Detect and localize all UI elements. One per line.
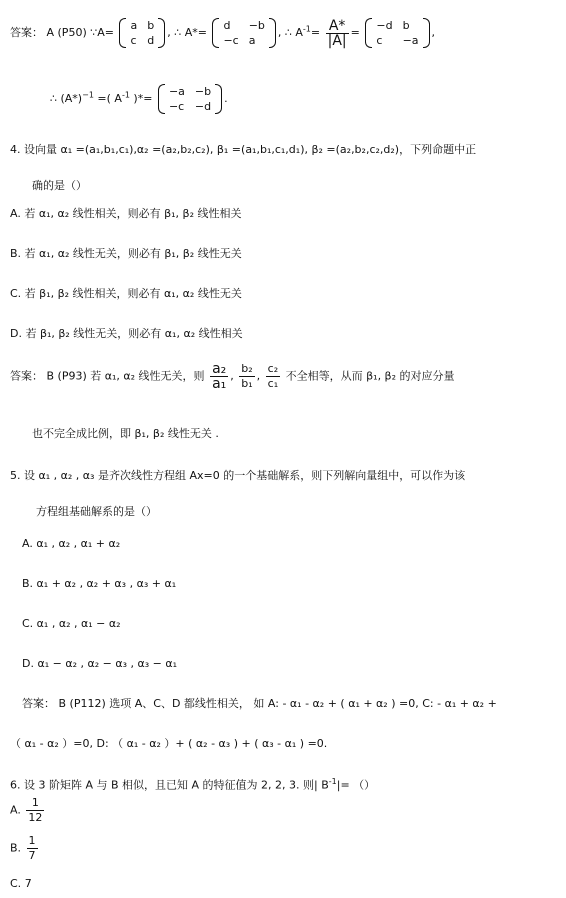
fraction-denominator: 12 [28,811,43,824]
fraction-denominator: 7 [28,849,36,862]
fraction-numerator: b₂ [241,362,253,375]
q3-answer-prefix: 答案： A (P50) ∵A= [10,26,114,39]
fraction-numerator: A* [326,19,349,34]
matrix-cell: a [248,34,256,47]
q3-line2-sup2: -1 [121,90,130,100]
fraction-numerator: 1 [26,796,44,811]
q3-mid2: , ∴ A [277,26,303,39]
q4-answer-line1: 答案： B (P93) 若 α₁, α₂ 线性无关，则 $\frac{\text{a₂}}{\text{a₁}}$ , $\frac{\text{b₂}}{\text{b₁}}$ , $\frac{\text{c₂}}{\text{c₁}}$ 不全相等，从而 β₁, β₂ 的对应分量 [10,361,455,392]
matrix-cell: −c [168,100,185,113]
q4-answer-prefix: 答案： B (P93) 若 α₁, α₂ 线性无关，则 [10,369,205,383]
option-label: C. [10,877,22,890]
option-label: A. [10,803,21,817]
option-value: 7 [24,877,32,890]
q5-stem-line2: 方程组基础解系的是（） [36,505,157,518]
fraction-numerator: a₂ [212,361,227,377]
q4-stem-line2: 确的是（） [32,179,87,192]
matrix-A [119,18,165,48]
matrix-result [365,18,429,48]
matrix-cell: b [402,19,410,32]
fraction-denominator: c₁ [267,377,279,390]
q6-option-a [10,796,46,825]
q3-line2-mid: =( A [93,92,122,105]
option-label: B. [10,841,22,855]
matrix-cell: c [130,34,137,47]
matrix-cell: −b [248,19,265,32]
q5-option-c: C. α₁ , α₂ , α₁ − α₂ [22,617,121,630]
q3-line2-mid2: )*= [129,92,153,105]
q6-option-c [10,876,32,892]
fraction-a2-a1 [210,362,228,391]
matrix-cell: a [130,19,138,32]
q6-stem-sup: -1 [328,777,337,786]
fraction-c2-c1 [266,362,280,391]
matrix-cell: c [376,34,383,47]
q6-stem [10,774,375,794]
matrix-cell: −a [168,85,185,98]
fraction-1-7 [27,834,38,863]
fraction-denominator: b₁ [241,377,253,390]
q5-stem-line1: 5. 设 α₁ , α₂ , α₃ 是齐次线性方程组 Ax=0 的一个基础解系，则下列解向量组中，可以作为该 [10,469,466,482]
matrix-final [158,84,222,114]
q6-stem-end: |= （） [336,778,376,792]
q3-answer-line2 [50,84,228,114]
q3-answer-line1 [10,18,435,48]
q3-line2-end: . [224,92,228,105]
q3-line2-prefix: ∴ (A*) [50,92,83,105]
matrix-cell: b [147,19,155,32]
q5-option-b: B. α₁ + α₂ , α₂ + α₃ , α₃ + α₁ [22,577,177,590]
matrix-cell: −b [194,85,212,98]
matrix-cell: −d [194,100,212,113]
q6-stem-text: 6. 设 3 阶矩阵 A 与 B 相似，且已知 A 的特征值为 2, 2, 3. 则| B [10,778,329,792]
fraction-Astar-over-detA [326,19,349,48]
fraction-denominator: a₁ [212,376,227,392]
matrix-cell: −a [402,34,419,47]
fraction-1-12 [26,796,44,825]
q3-mid2-eq: = [310,26,321,39]
matrix-cell: −c [223,34,239,47]
fraction-numerator: 1 [28,834,36,847]
q3-line2-sup1: −1 [82,90,94,100]
matrix-cell: d [223,19,231,32]
q5-option-d: D. α₁ − α₂ , α₂ − α₃ , α₃ − α₁ [22,657,178,670]
q6-option-b [10,834,40,863]
q4-answer-suffix: 不全相等，从而 β₁, β₂ 的对应分量 [285,369,455,383]
q5-answer-line2: （ α₁ - α₂ ）=0, D: （ α₁ - α₂ ）+ ( α₂ - α₃ ) + ( α₃ - α₁ ) =0. [10,737,328,750]
q4-option-c: C. 若 β₁, β₂ 线性相关，则必有 α₁, α₂ 线性无关 [10,287,242,300]
fraction-b2-b1 [239,362,254,391]
q4-answer-line2: 也不完全成比例，即 β₁, β₂ 线性无关 . [32,427,219,440]
q3-mid1: , ∴ A*= [167,26,207,39]
fraction-denominator: |A| [327,32,347,49]
q4-option-a: A. 若 α₁, α₂ 线性相关，则必有 β₁, β₂ 线性相关 [10,207,242,220]
matrix-cell: d [147,34,155,47]
q3-end: , [431,26,436,39]
q3-mid2-sup: -1 [302,24,311,34]
fraction-numerator: c₂ [267,362,279,375]
q3-mid3: = [350,26,360,39]
matrix-Astar [212,18,275,48]
q4-option-b: B. 若 α₁, α₂ 线性无关，则必有 β₁, β₂ 线性无关 [10,247,242,260]
q5-option-a: A. α₁ , α₂ , α₁ + α₂ [22,537,121,550]
q4-option-d: D. 若 β₁, β₂ 线性无关，则必有 α₁, α₂ 线性相关 [10,327,243,340]
q4-stem-line1: 4. 设向量 α₁ =(a₁,b₁,c₁),α₂ =(a₂,b₂,c₂), β₁ =(a₁,b₁,c₁,d₁), β₂ =(a₂,b₂,c₂,d₂)，下列命题中正 [10,143,477,156]
matrix-cell: −d [376,19,393,32]
q5-answer-line1: 答案： B (P112) 选项 A、C、D 都线性相关， 如 A: - α₁ - α₂ + ( α₁ + α₂ ) =0, C: - α₁ + α₂ + [22,697,497,710]
